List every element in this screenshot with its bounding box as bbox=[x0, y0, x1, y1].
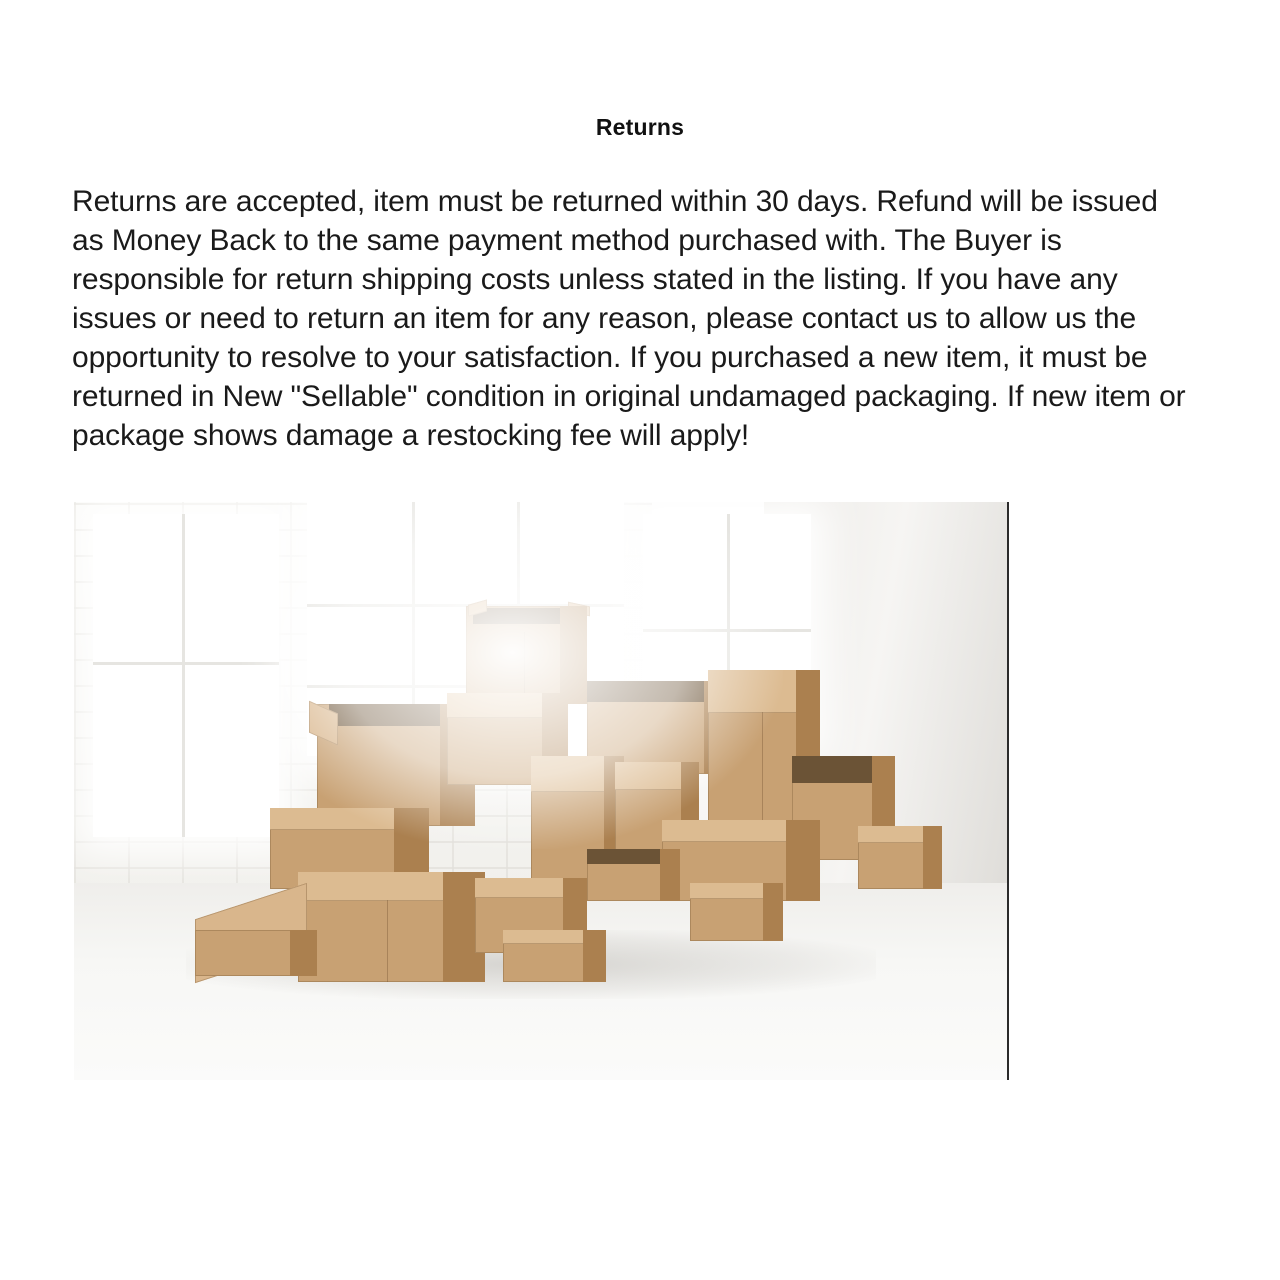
box-far-right-small bbox=[858, 826, 942, 890]
box-top-open bbox=[466, 606, 587, 704]
box-bottom-left-large bbox=[298, 872, 485, 982]
returns-policy-text: Returns are accepted, item must be returned within 30 days. Refund will be issued as Money Back to the same payment method purchased with. The Buyer is responsible for return shipping costs unless stated in the listing. If you have any issues or need to return an item for any reason, please contact us to allow us the opportunity to resolve to your satisfaction. If you purchased a new item, it must be returned in New "Sellable" condition in original undamaged packaging. If new item or package shows damage a restocking fee will apply! bbox=[72, 185, 1186, 452]
box-bottom-front bbox=[503, 930, 606, 982]
box-lowest-left bbox=[195, 930, 316, 976]
page-title: Returns bbox=[595, 114, 685, 140]
box-small-center bbox=[587, 849, 680, 901]
box-bottom-right bbox=[690, 883, 783, 941]
room-background bbox=[74, 502, 1007, 1080]
cardboard-boxes-photo bbox=[74, 502, 1009, 1080]
window-left bbox=[93, 514, 280, 838]
